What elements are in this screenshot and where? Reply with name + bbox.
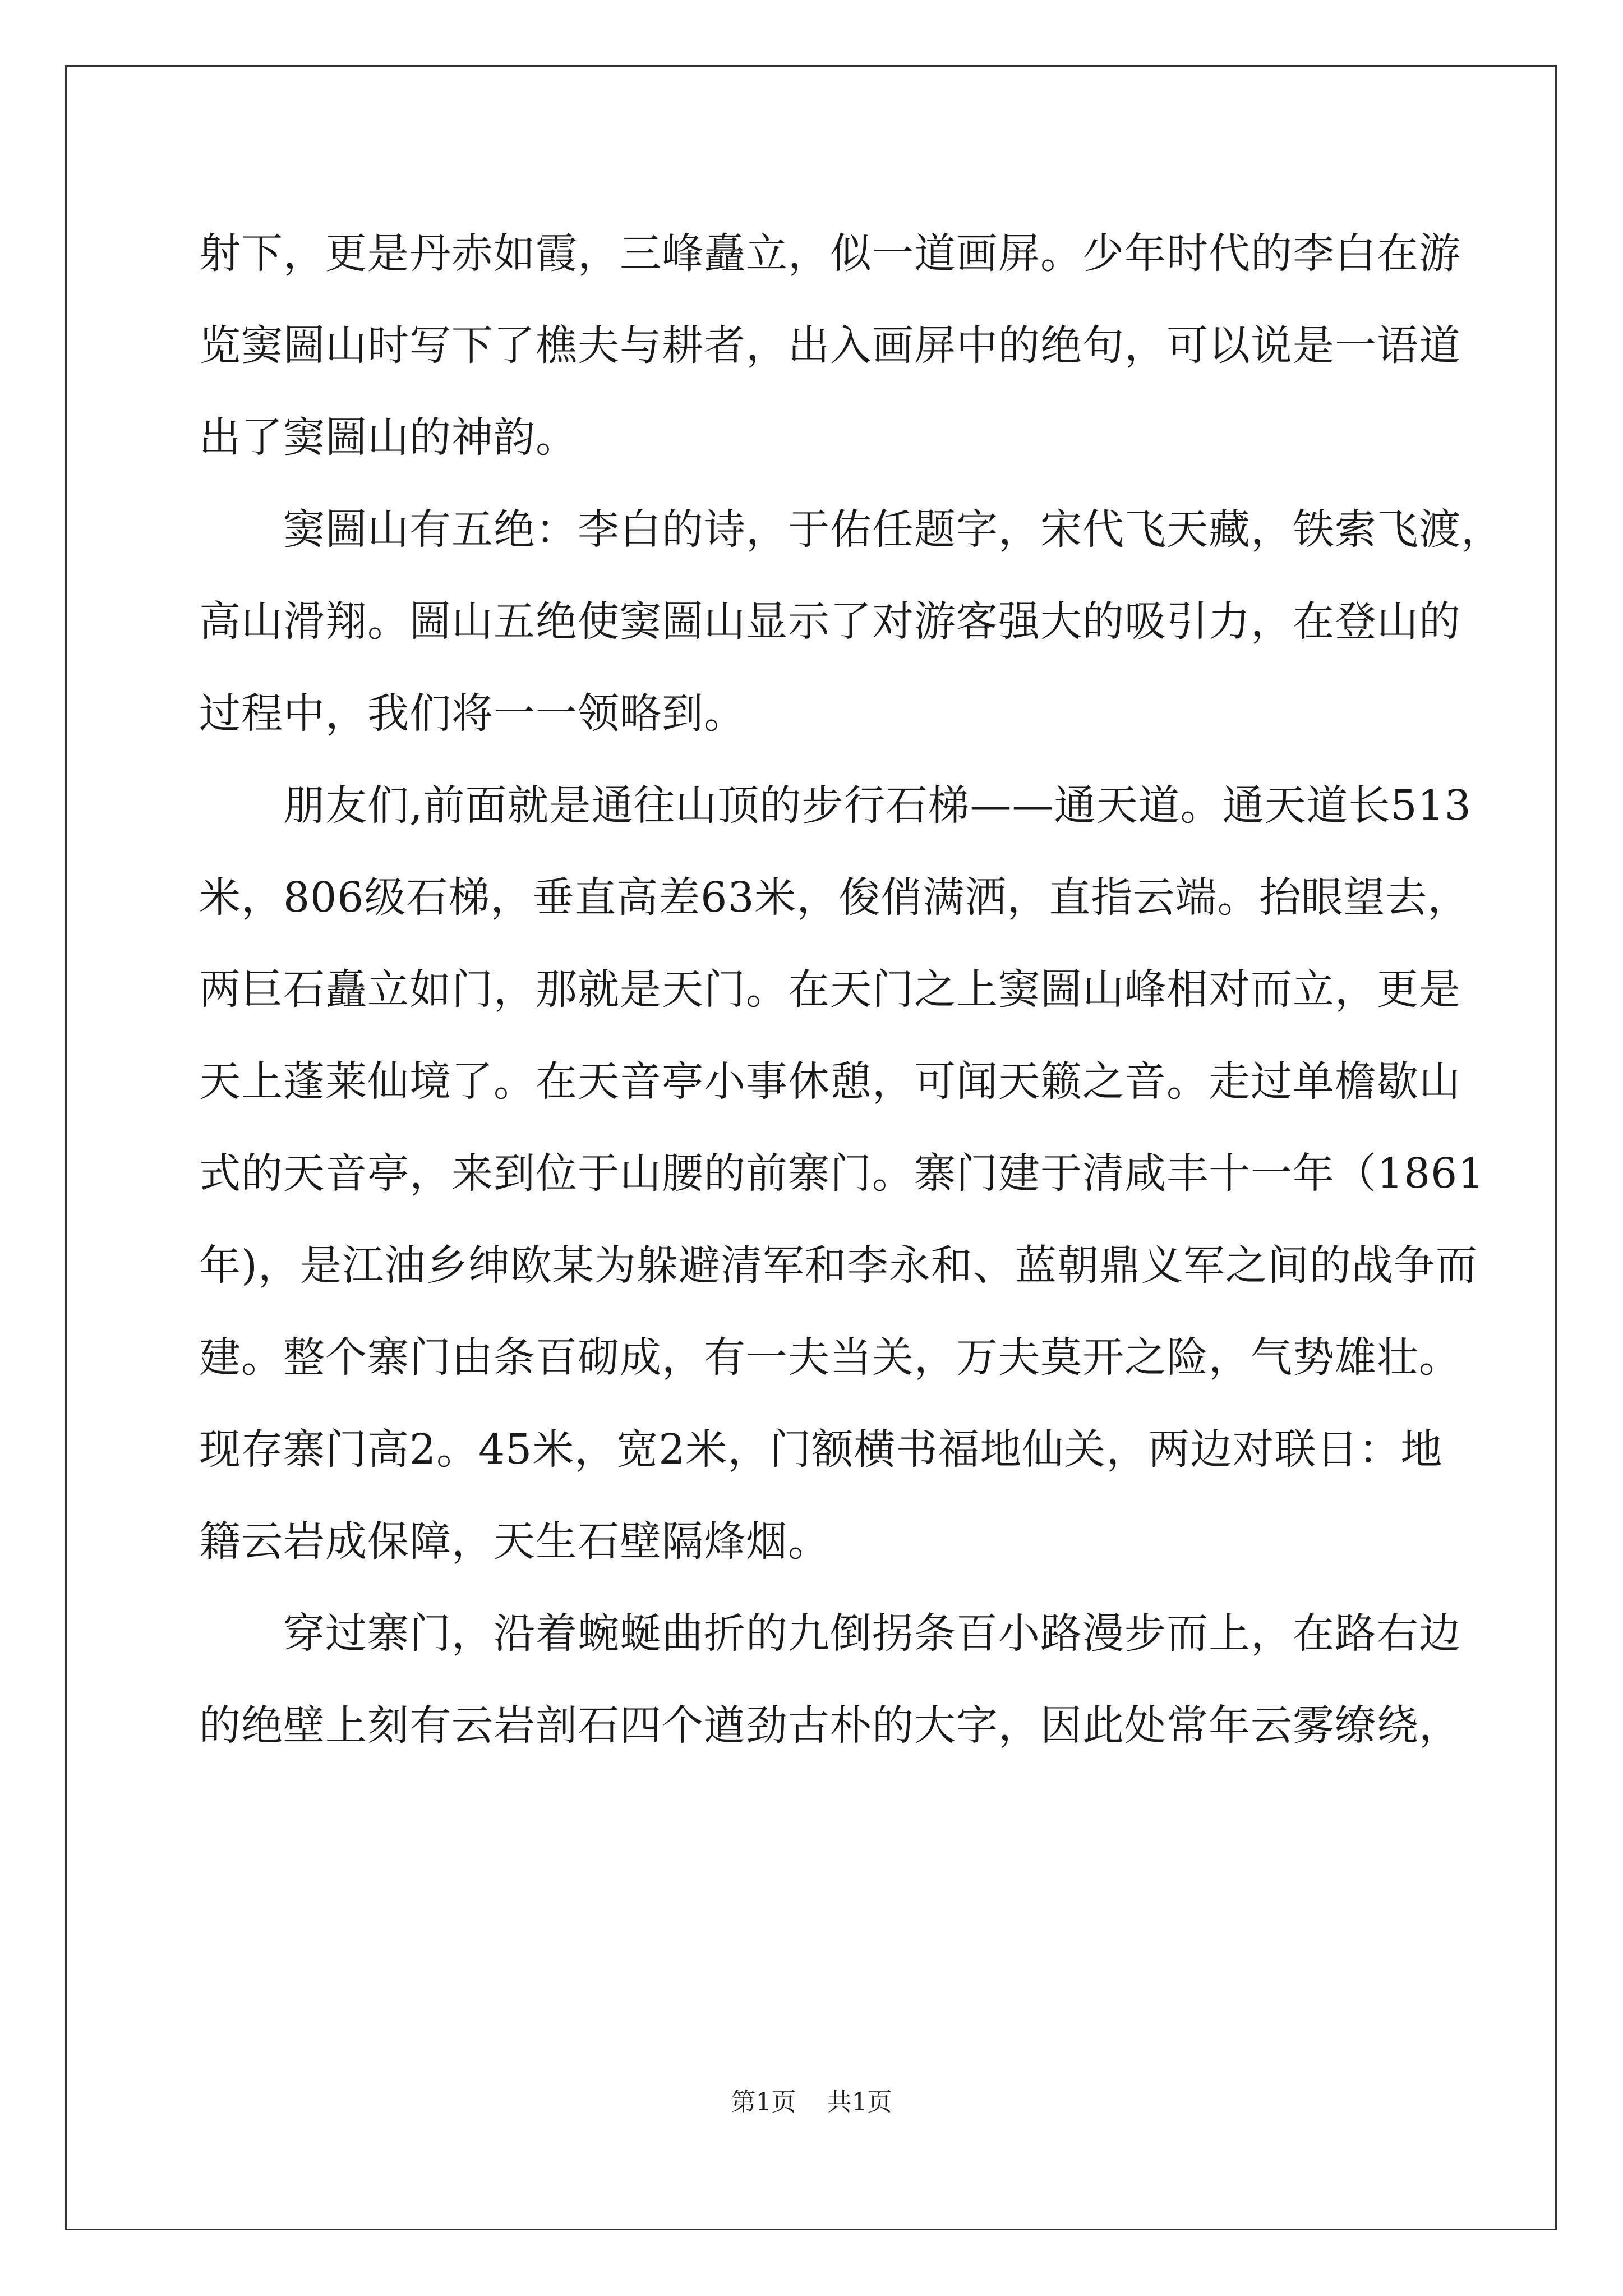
text-line: 的绝壁上刻有云岩剖石四个遒劲古朴的大字，因此处常年云雾缭绕， [199, 1701, 1461, 1750]
paragraph-first-line: 窦圌山有五绝：李白的诗，于佑任题字，宋代飞天藏，铁索飞渡， [283, 505, 1503, 554]
text-line: 过程中，我们将一一领略到。 [199, 689, 746, 738]
text-line: 高山滑翔。圌山五绝使窦圌山显示了对游客强大的吸引力，在登山的 [199, 597, 1461, 646]
text-line: 米，806级石梯，垂直高差63米，俊俏满洒，直指云端。抬眼望去， [199, 873, 1470, 922]
text-line: 览窦圌山时写下了樵夫与耕者，出入画屏中的绝句，可以说是一语道 [199, 321, 1461, 370]
page-number: 第1页 [731, 2088, 796, 2116]
text-line: 两巨石矗立如门，那就是天门。在天门之上窦圌山峰相对而立，更是 [199, 965, 1461, 1014]
paragraph-first-line: 穿过寨门，沿着蜿蜒曲折的九倒拐条百小路漫步而上，在路右边 [283, 1609, 1461, 1658]
text-line: 建。整个寨门由条百砌成，有一夫当关，万夫莫开之险，气势雄壮。 [199, 1333, 1461, 1382]
text-line: 式的天音亭，来到位于山腰的前寨门。寨门建于清咸丰十一年（1861 [199, 1149, 1485, 1198]
paragraph-first-line: 朋友们,前面就是通往山顶的步行石梯——通天道。通天道长513 [283, 781, 1472, 830]
page-footer [0, 2086, 1623, 2119]
page-total: 共1页 [827, 2088, 892, 2116]
text-line: 年)，是江油乡绅欧某为躲避清军和李永和、蓝朝鼎义军之间的战争而 [199, 1241, 1478, 1290]
document-body [199, 208, 1503, 1772]
text-line: 射下，更是丹赤如霞，三峰矗立，似一道画屏。少年时代的李白在游 [199, 229, 1461, 278]
text-line: 天上蓬莱仙境了。在天音亭小事休憩，可闻天籁之音。走过单檐歇山 [199, 1057, 1461, 1106]
text-line: 籍云岩成保障，天生石壁隔烽烟。 [199, 1517, 830, 1566]
text-line: 现存寨门高2。45米，宽2米，门额横书福地仙关，两边对联日：地 [199, 1425, 1443, 1474]
text-line: 出了窦圌山的神韵。 [199, 413, 578, 462]
